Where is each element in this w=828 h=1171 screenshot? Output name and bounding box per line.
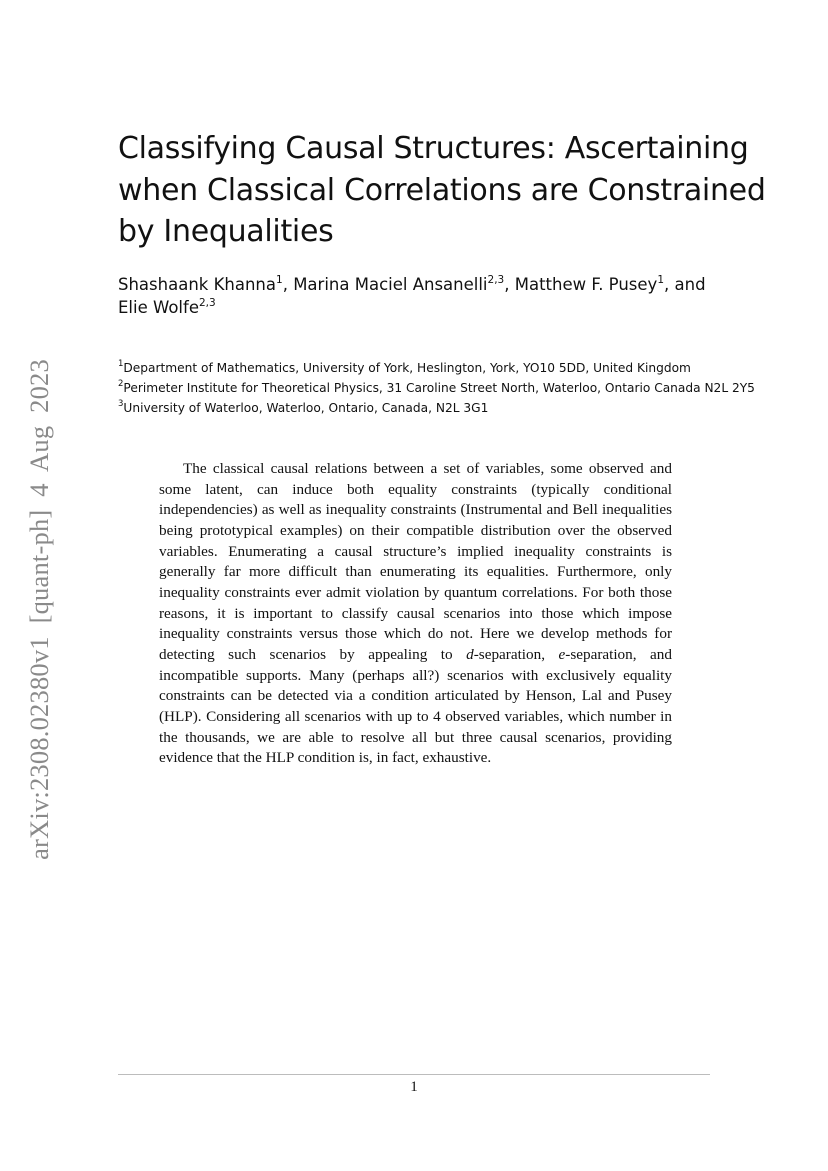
title-line: Classifying Causal Structures: Ascertaining [118, 131, 749, 166]
title-line: by Inequalities [118, 214, 334, 249]
author-separator: , [282, 275, 294, 294]
abstract-text: -separation, [473, 645, 559, 663]
arxiv-identifier-text: arXiv:2308.02380v1 [quant-ph] 4 Aug 2023 [23, 358, 54, 860]
paper-title [118, 128, 766, 253]
abstract-text: -separation, and incompatible supports. Many (perhaps all?) scenarios with exclusively equality constraints can be detected via a condition articulated by Henson, Lal and Pusey (HLP). Considering all scenarios with up to 4 observed variables, which number in the thousands, we are able to resolve all but three causal scenarios, providing evidence that the HLP condition is, in fact, exhaustive. [159, 645, 672, 767]
author-name: Marina Maciel Ansanelli [293, 275, 488, 294]
affiliation-list [118, 358, 755, 418]
affiliation [118, 358, 738, 378]
affiliation-marker: 1 [118, 358, 124, 369]
affiliation-marker: 2 [118, 378, 124, 389]
author-separator: , and [664, 275, 706, 294]
affiliation [118, 398, 738, 418]
author-list [118, 273, 718, 319]
math-variable-e: e [558, 645, 566, 663]
author-affiliation-marker: 2,3 [198, 296, 216, 309]
arxiv-identifier-stamp [22, 352, 56, 866]
author-name: Elie Wolfe [118, 298, 199, 317]
author-affiliation-marker: 1 [276, 273, 283, 286]
author-line [118, 273, 718, 296]
footer-divider [118, 1074, 710, 1075]
title-line: when Classical Correlations are Constrained [118, 172, 766, 208]
page-number: 1 [410, 1079, 418, 1095]
author-affiliation-marker: 1 [657, 273, 665, 286]
abstract-text: The classical causal relations between a set of variables, some observed and some latent, can induce both equality constraints (typically conditional independencies) as well as inequality constraints (Instrumental and Bell inequalities being prototypical examples) on their compatible distribution over the observed variables. Enumerating a causal structure’s implied inequality constraints is generally far more difficult than enumerating its equalities. Furthermore, only inequality constraints ever admit violation by quantum correlations. For both those reasons, it is important to classify causal scenarios into those which impose inequality constraints versus those which do not. Here we develop methods for detecting such scenarios by appealing to [159, 460, 672, 663]
author-name: Shashaank Khanna [118, 275, 276, 294]
affiliation-marker: 3 [118, 398, 124, 409]
author-name: Matthew F. Pusey [514, 275, 658, 294]
author-separator: , [504, 275, 515, 294]
affiliation-text: Department of Mathematics, University of York, Heslington, York, YO10 5DD, United Kingdom [123, 361, 691, 375]
author-line [118, 296, 718, 319]
math-variable-d: d [466, 645, 474, 663]
abstract [159, 459, 672, 769]
affiliation-text: Perimeter Institute for Theoretical Physics, 31 Caroline Street North, Waterloo, Ontario Canada N2L 2Y5 [123, 381, 755, 395]
author-affiliation-marker: 2,3 [487, 273, 505, 286]
affiliation-text: University of Waterloo, Waterloo, Ontario, Canada, N2L 3G1 [123, 401, 489, 415]
affiliation [118, 378, 755, 398]
